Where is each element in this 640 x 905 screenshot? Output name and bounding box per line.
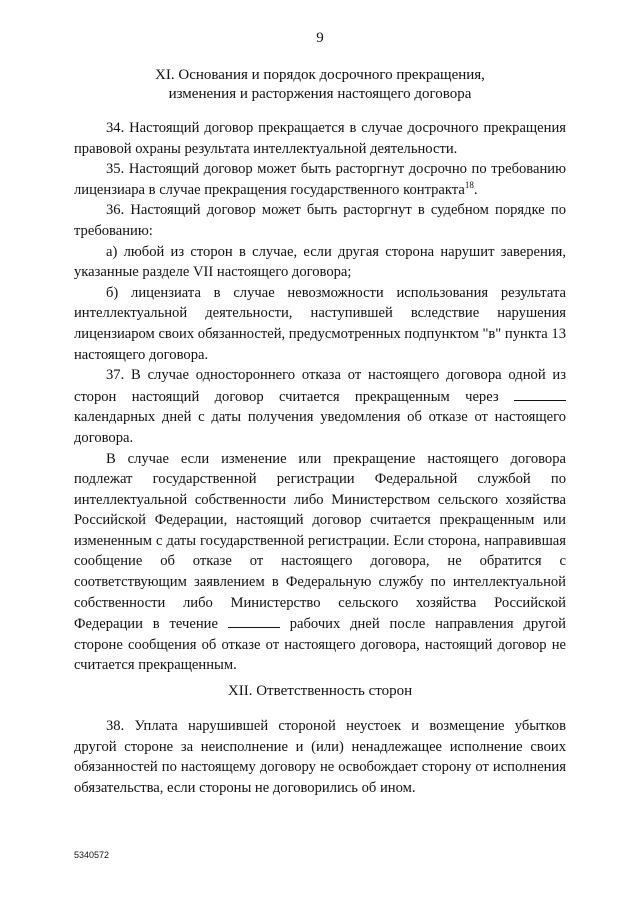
- paragraph-37-start: 37. В случае одностороннего отказа от настоящего договора одной из сторон настоящий договор считается прекращенным через: [74, 367, 566, 405]
- page-number: 9: [316, 30, 324, 46]
- paragraph-35: [74, 159, 566, 200]
- section-11-body: [74, 118, 566, 676]
- paragraph-36-a: а) любой из сторон в случае, если другая сторона нарушит заверения, указанные разделе VII настоящего договора;: [74, 243, 566, 281]
- section-11-title-line2: изменения и расторжения настоящего договора: [168, 86, 472, 102]
- paragraph-37: [74, 365, 566, 448]
- section-11-title-line1: XI. Основания и порядок досрочного прекращения,: [155, 67, 485, 83]
- paragraph-35-text: 35. Настоящий договор может быть расторгнут досрочно по требованию лицензиара в случае прекращения государственного контракта: [74, 161, 566, 198]
- section-11-title: [0, 66, 640, 104]
- paragraph-35-end: .: [473, 181, 478, 198]
- paragraph-36: 36. Настоящий договор может быть расторгнут в судебном порядке по требованию:: [74, 202, 566, 239]
- section-12-title: XII. Ответственность сторон: [227, 683, 413, 699]
- blank-days-field: [514, 386, 566, 401]
- paragraph-36-b: б) лицензиата в случае невозможности использования результата интеллектуальной деятельности, наступившей вследствие нарушения лицензиаром своих обязанностей, предусмотренных подпунктом "в" пункта 13 настоящего договора.: [74, 284, 566, 363]
- footnote-ref-18: 18: [464, 179, 474, 190]
- footer-document-code: 5340572: [74, 850, 110, 860]
- paragraph-37-end: календарных дней с даты получения уведомления об отказе от настоящего договора.: [74, 409, 566, 446]
- paragraph-37-second-start: В случае если изменение или прекращение настоящего договора подлежат государственной регистрации Федеральной службой по интеллектуальной собственности либо Министерством сельского хозяйства Российской Федерации, настоящий договор считается прекращенным или измененным с даты государственной регистрации. Если сторона, направившая сообщение об отказе от настоящего договора, не обратится с соответствующим заявлением в Федеральную службу по интеллектуальной собственности либо Министерство сельского хозяйства Российской Федерации в течение: [74, 450, 566, 633]
- paragraph-34: 34. Настоящий договор прекращается в случае досрочного прекращения правовой охраны результата интеллектуальной деятельности.: [74, 120, 566, 157]
- paragraph-38: 38. Уплата нарушившей стороной неустоек и возмещение убытков другой стороне за неисполнение и (или) ненадлежащее исполнение своих обязанностей по настоящему договору не освобождает сторону от исполнения обязательства, если стороны не договорились об ином.: [74, 718, 566, 796]
- paragraph-37-second-end: рабочих дней после направления другой стороне сообщения об отказе от настоящего договора, настоящий договор не считается прекращенным.: [74, 616, 566, 674]
- section-12-body: [74, 716, 566, 798]
- paragraph-37-second: [74, 449, 566, 677]
- blank-working-days-field: [228, 613, 280, 628]
